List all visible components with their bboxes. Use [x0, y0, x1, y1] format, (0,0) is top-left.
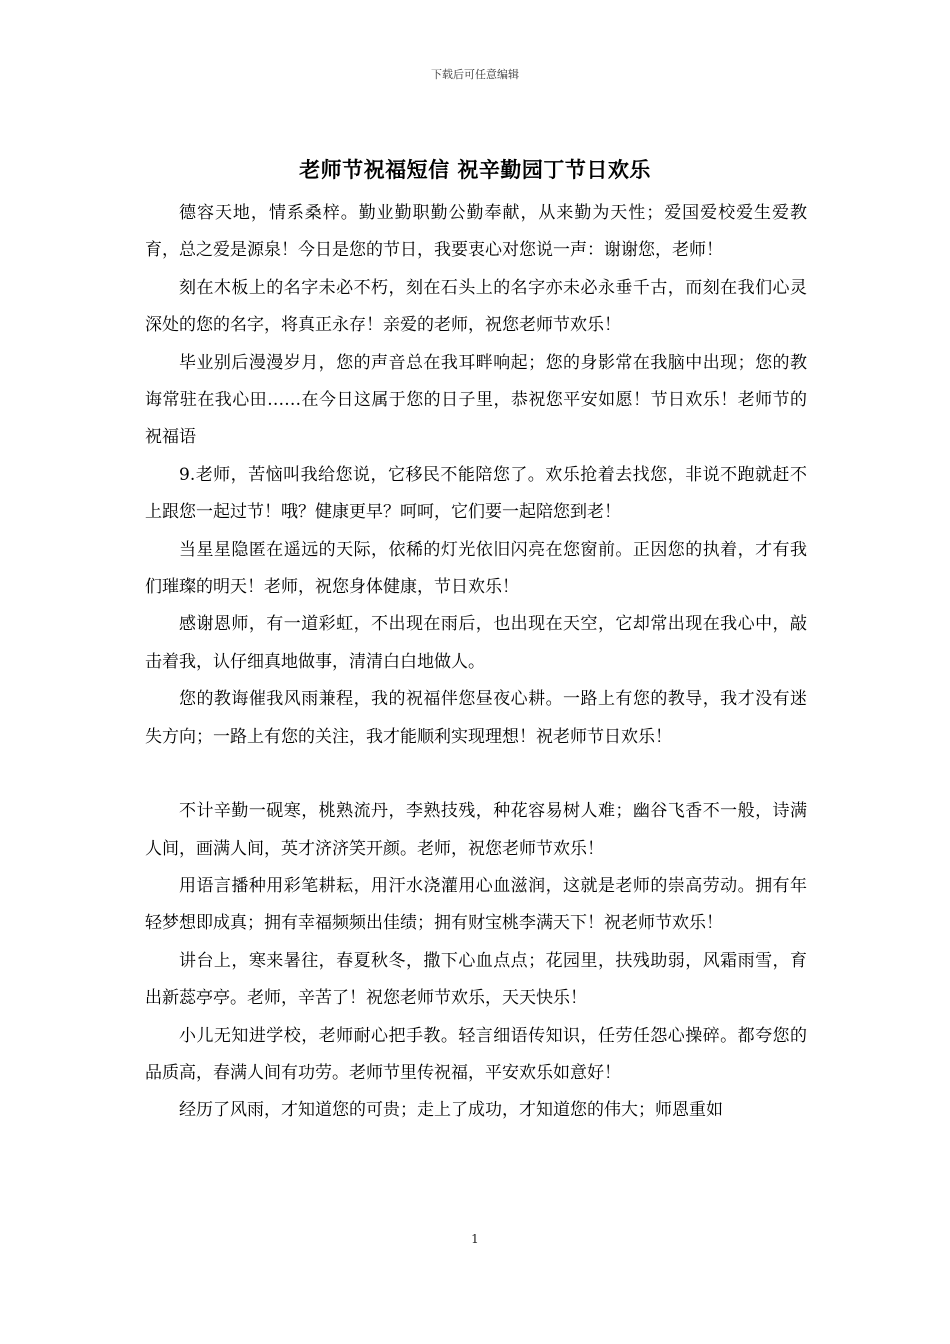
paragraph: 讲台上，寒来暑往，春夏秋冬，撒下心血点点；花园里，扶残助弱，风霜雨雪，育出新蕊亭亭。老师，辛苦了！祝您老师节欢乐，天天快乐！: [145, 950, 807, 1009]
paragraph: 德容天地，情系桑梓。勤业勤职勤公勤奉献，从来勤为天性；爱国爱校爱生爱教育，总之爱是源泉！今日是您的节日，我要衷心对您说一声：谢谢您，老师！: [145, 203, 807, 261]
paragraph: 9.老师，苦恼叫我给您说，它移民不能陪您了。欢乐抢着去找您，非说不跑就赶不上跟您一起过节！哦？健康更早？呵呵，它们要一起陪您到老！: [145, 464, 807, 523]
paragraph: 您的教诲催我风雨兼程，我的祝福伴您昼夜心耕。一路上有您的教导，我才没有迷失方向；一路上有您的关注，我才能顺利实现理想！祝老师节日欢乐！: [145, 689, 807, 747]
paragraph: 毕业别后漫漫岁月，您的声音总在我耳畔响起；您的身影常在我脑中出现；您的教诲常驻在我心田……在今日这属于您的日子里，恭祝您平安如愿！节日欢乐！老师节的祝福语: [145, 352, 807, 448]
paragraph: 刻在木板上的名字未必不朽，刻在石头上的名字亦未必永垂千古，而刻在我们心灵深处的您的名字，将真正永存！亲爱的老师，祝您老师节欢乐！: [145, 277, 807, 336]
paragraph: 不计辛勤一砚寒，桃熟流丹，李熟技残，种花容易树人难；幽谷飞香不一般，诗满人间，画满人间，英才济济笑开颜。老师，祝您老师节欢乐！: [145, 801, 807, 859]
page-header-note: 下载后可任意编辑: [431, 68, 519, 81]
document-title: 老师节祝福短信 祝辛勤园丁节日欢乐: [299, 158, 651, 182]
paragraph: 用语言播种用彩笔耕耘，用汗水浇灌用心血滋润，这就是老师的崇高劳动。拥有年轻梦想即成真；拥有幸福频频出佳绩；拥有财宝桃李满天下！祝老师节欢乐！: [145, 875, 807, 934]
document-body: [145, 195, 807, 1130]
page-number: 1: [471, 1232, 479, 1246]
paragraph: 经历了风雨，才知道您的可贵；走上了成功，才知道您的伟大；师恩重如: [179, 1100, 723, 1121]
paragraph: 感谢恩师，有一道彩虹，不出现在雨后，也出现在天空，它却常出现在我心中，敲击着我，认仔细真地做事，清清白白地做人。: [145, 614, 807, 672]
paragraph: 小儿无知进学校，老师耐心把手教。轻言细语传知识，任劳任怨心操碎。都夸您的品质高，春满人间有功劳。老师节里传祝福，平安欢乐如意好！: [145, 1025, 807, 1083]
paragraph: 当星星隐匿在遥远的天际，依稀的灯光依旧闪亮在您窗前。正因您的执着，才有我们璀璨的明天！老师，祝您身体健康，节日欢乐！: [145, 539, 807, 598]
